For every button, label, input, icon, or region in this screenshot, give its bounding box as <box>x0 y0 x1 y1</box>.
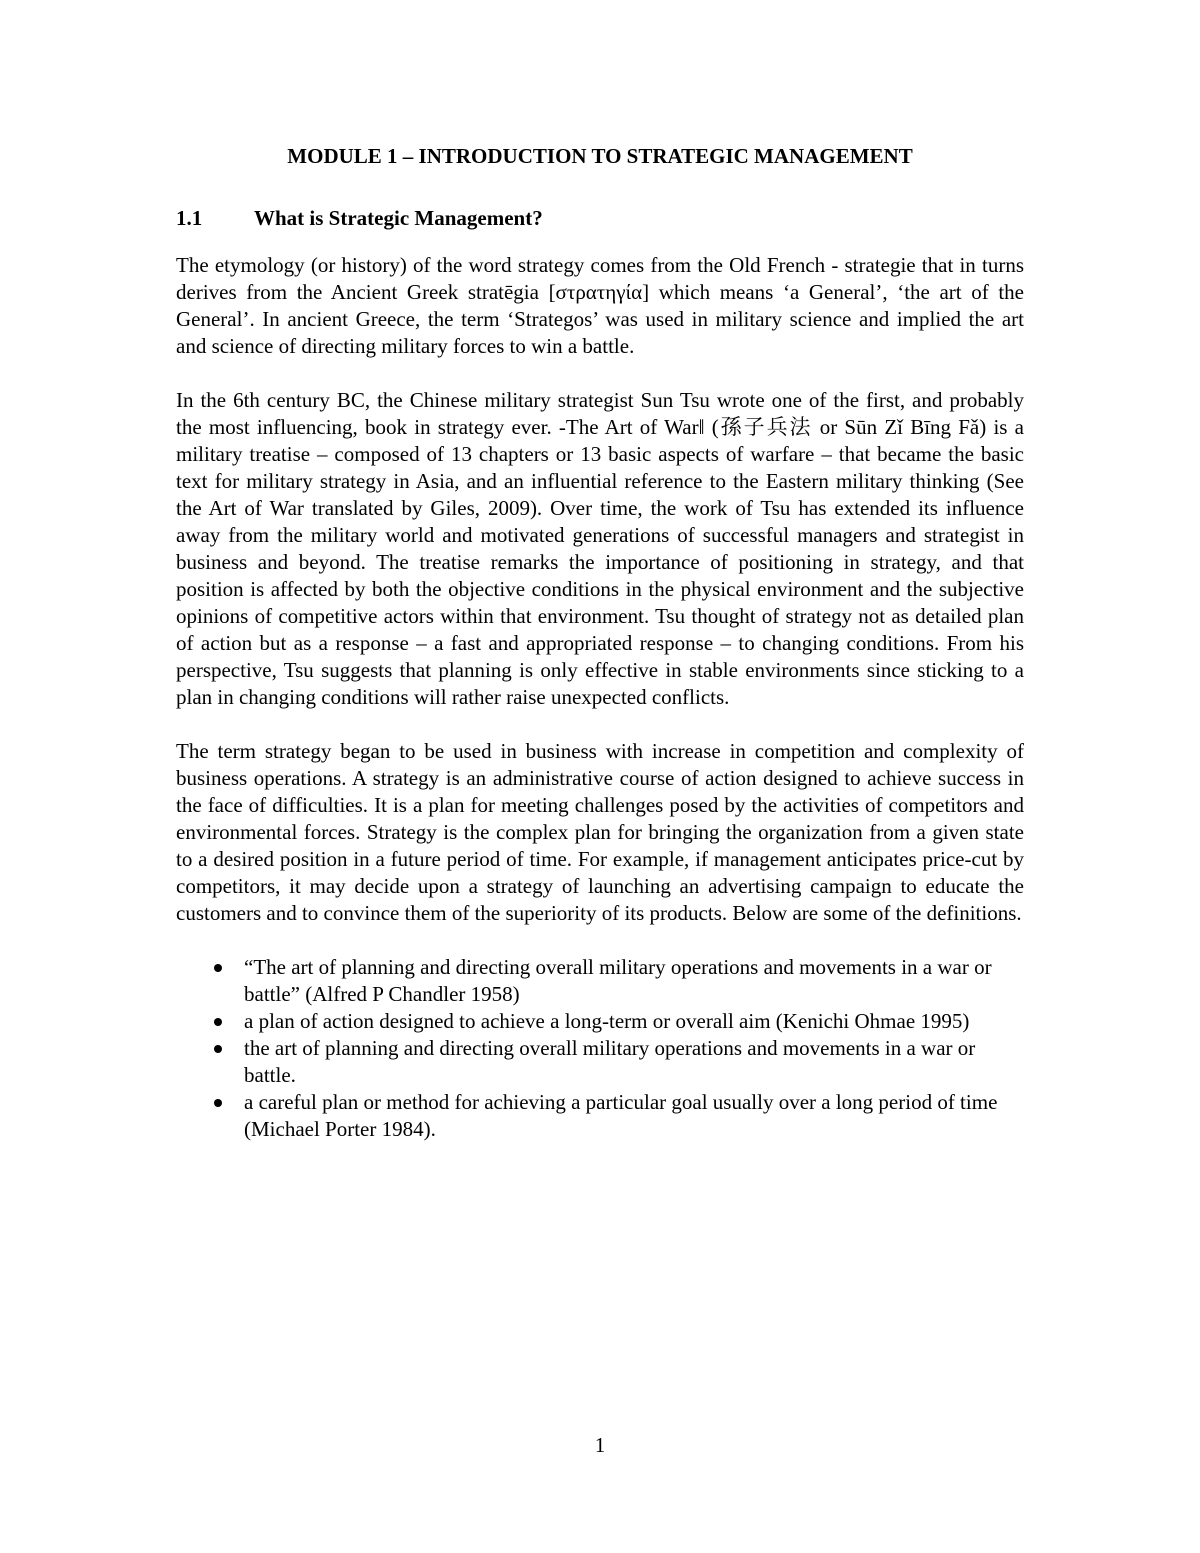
section-heading <box>176 204 1024 232</box>
bullet-icon <box>214 1099 222 1107</box>
list-item <box>176 1008 1024 1035</box>
section-number: 1.1 <box>176 206 203 230</box>
definition-text: a careful plan or method for achieving a particular goal usually over a long period of time (Michael Porter 1984). <box>244 1090 998 1141</box>
module-title: MODULE 1 – INTRODUCTION TO STRATEGIC MANAGEMENT <box>287 144 913 168</box>
definition-text: the art of planning and directing overall military operations and movements in a war or battle. <box>244 1036 976 1087</box>
document-page <box>176 138 1024 1143</box>
paragraph-business-strategy: The term strategy began to be used in business with increase in competition and complexity of business operations. A strategy is an administrative course of action designed to achieve success in the face of difficulties. It is a plan for meeting challenges posed by the activities of competitors and environmental forces. Strategy is the complex plan for bringing the organization from a given state to a desired position in a future period of time. For example, if management anticipates price-cut by competitors, it may decide upon a strategy of launching an advertising campaign to educate the customers and to convince them of the superiority of its products. Below are some of the definitions. <box>176 739 1024 925</box>
paragraph-etymology: The etymology (or history) of the word strategy comes from the Old French - strategie that in turns derives from the Ancient Greek stratēgia [στρατηγία] which means ‘a General’, ‘the art of the General’. In ancient Greece, the term ‘Strategos’ was used in military science and implied the art and science of directing military forces to win a battle. <box>176 253 1024 358</box>
list-item <box>176 1035 1024 1089</box>
paragraph-sun-tsu: In the 6th century BC, the Chinese military strategist Sun Tsu wrote one of the first, and probably the most influencing, book in strategy ever. -The Art of Warǁ (孫子兵法 or Sūn Zǐ Bīng Fǎ) is a military treatise – composed of 13 chapters or 13 basic aspects of warfare – that became the basic text for military strategy in Asia, and an influential reference to the Eastern military thinking (See the Art of War translated by Giles, 2009). Over time, the work of Tsu has extended its influence away from the military world and motivated generations of successful managers and strategist in business and beyond. The treatise remarks the importance of positioning in strategy, and that position is affected by both the objective conditions in the physical environment and the subjective opinions of competitive actors within that environment. Tsu thought of strategy not as detailed plan of action but as a response – a fast and appropriated response – to changing conditions. From his perspective, Tsu suggests that planning is only effective in stable environments since sticking to a plan in changing conditions will rather raise unexpected conflicts. <box>176 388 1024 709</box>
bullet-icon <box>214 964 222 972</box>
bullet-icon <box>214 1045 222 1053</box>
section-title: What is Strategic Management? <box>254 206 543 230</box>
definition-text: “The art of planning and directing overall military operations and movements in a war or battle” (Alfred P Chandler 1958) <box>244 955 992 1006</box>
definition-text: a plan of action designed to achieve a long-term or overall aim (Kenichi Ohmae 1995) <box>244 1009 970 1033</box>
list-item <box>176 1089 1024 1143</box>
definitions-list <box>176 954 1024 1143</box>
bullet-icon <box>214 1018 222 1026</box>
list-item <box>176 954 1024 1008</box>
page-number: 1 <box>594 1433 606 1457</box>
